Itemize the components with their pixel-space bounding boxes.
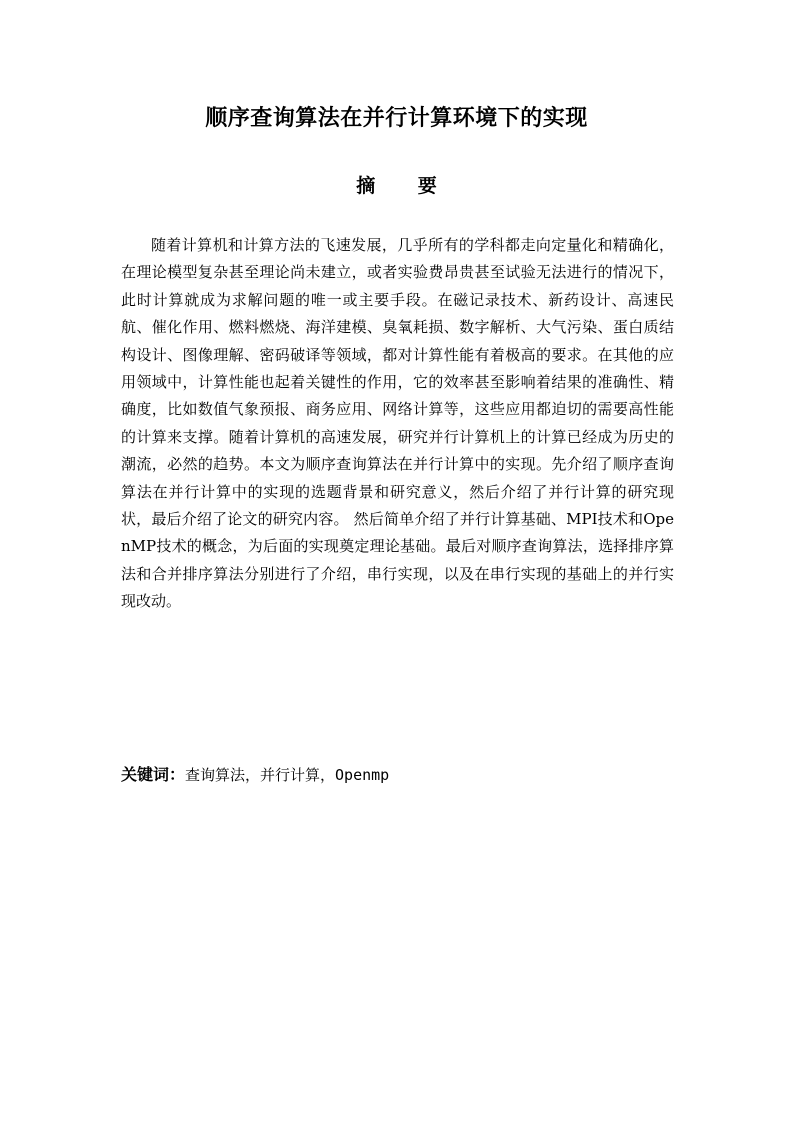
abstract-heading: 摘 要: [356, 175, 455, 197]
document-title: 顺序查询算法在并行计算环境下的实现: [205, 106, 588, 131]
keywords-label: 关键词：: [121, 765, 186, 784]
abstract-paragraph: 随着计算机和计算方法的飞速发展，几乎所有的学科都走向定量化和精确化，在理论模型复杂甚至理论尚未建立，或者实验费昂贵甚至试验无法进行的情况下，此时计算就成为求解问题的唯一或主要手段。在磁记录技术、新药设计、高速民航、催化作用、燃料燃烧、海洋建模、臭氧耗损、数字解析、大气污染、蛋白质结构设计、图像理解、密码破译等领域，都对计算性能有着极高的要求。在其他的应用领域中，计算性能也起着关键性的作用，它的效率甚至影响着结果的准确性、精确度，比如数值气象预报、商务应用、网络计算等，这些应用都迫切的需要高性能的计算来支撑。随着计算机的高速发展，研究并行计算机上的计算已经成为历史的潮流，必然的趋势。本文为顺序查询算法在并行计算中的实现。先介绍了顺序查询算法在并行计算中的实现的选题背景和研究意义，然后介绍了并行计算的研究现状，最后介绍了论文的研究内容。 然后简单介绍了并行计算基础、MPI技术和OpenMP技术的概念，为后面的实现奠定理论基础。最后对顺序查询算法，选择排序算法和合并排序算法分别进行了介绍，串行实现，以及在串行实现的基础上的并行实现改动。: [121, 236, 674, 611]
keywords-line: [121, 762, 674, 788]
keywords-value: 查询算法，并行计算，Openmp: [185, 766, 390, 784]
